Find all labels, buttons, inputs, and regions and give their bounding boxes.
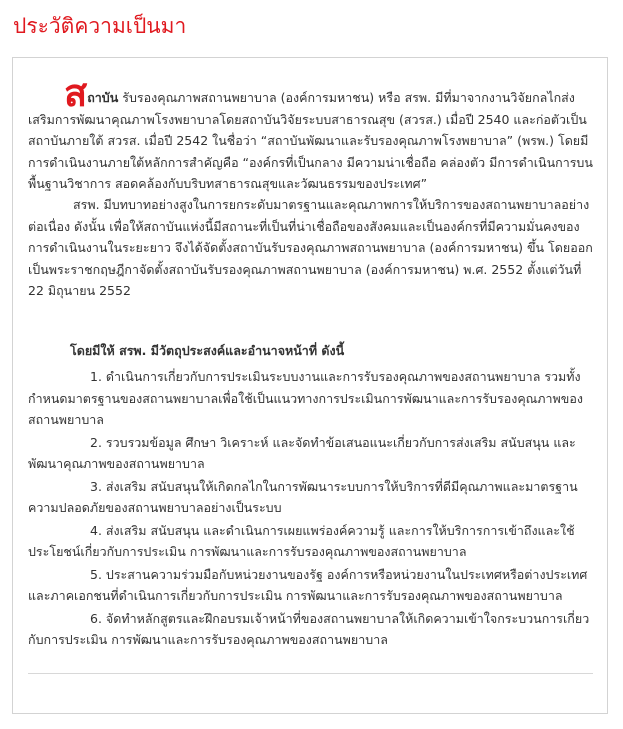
intro-lead: ถาบัน bbox=[87, 90, 119, 105]
objective-item: 5. ประสานความร่วมมือกับหน่วยงานของรัฐ องค์การหรือหน่วยงานในประเทศหรือต่างประเทศ และภาคเอกชนที่ดำเนินการเกี่ยวกับการประเมิน การพัฒนาและการรับรองคุณภาพของสถานพยาบาล bbox=[28, 566, 588, 603]
objectives-heading: โดยมีให้ สรพ. มีวัตถุประสงค์และอำนาจหน้าที่ ดังนี้ bbox=[70, 343, 345, 358]
objectives-list bbox=[28, 366, 593, 652]
objective-item: 1. ดำเนินการเกี่ยวกับการประเมินระบบงานและการรับรองคุณภาพของสถานพยาบาล รวมทั้งกำหนดมาตรฐานของสถานพยาบาลเพื่อใช้เป็นแนวทางการประเมินการพัฒนาและการรับรองคุณภาพของสถานพยาบาล bbox=[28, 369, 583, 427]
drop-cap: ส bbox=[64, 71, 88, 115]
objective-item: 4. ส่งเสริม สนับสนุน และดำเนินการเผยแพร่องค์ความรู้ และการให้บริการการเข้าถึงและใช้ประโยชน์เกี่ยวกับการประเมิน การพัฒนาและการรับรองคุณภาพของสถานพยาบาล bbox=[28, 522, 575, 559]
intro-text: รับรองคุณภาพสถานพยาบาล (องค์การมหาชน) หรือ สรพ. มีที่มาจากงานวิจัยกลไกส่งเสริมการพัฒนาคุณภาพโรงพยาบาลโดยสถาบันวิจัยระบบสาธารณสุข (สวรส.) เมื่อปี 2540 และก่อตัวเป็นสถาบันภายใต้ สวรส. เมื่อปี 2542 ในชื่อว่า “สถาบันพัฒนาและรับรองคุณภาพโรงพยาบาล” (พรพ.) โดยมีการดำเนินงานภายใต้หลักการสำคัญคือ “องค์กรที่เป็นกลาง มีความน่าเชื่อถือ คล่องตัว มีการดำเนินการบนพื้นฐานวิชาการ สอดคล้องกับบริบทสาธารณสุขและวัฒนธรรมของประเทศ” bbox=[28, 90, 593, 191]
intro-paragraph bbox=[28, 71, 593, 195]
history-content-box bbox=[12, 57, 608, 714]
objective-item: 2. รวบรวมข้อมูล ศึกษา วิเคราะห์ และจัดทำข้อเสนอแนะเกี่ยวกับการส่งเสริม สนับสนุน และพัฒนาคุณภาพของสถานพยาบาล bbox=[28, 434, 576, 471]
establishment-paragraph: สรพ. มีบทบาทอย่างสูงในการยกระดับมาตรฐานและคุณภาพการให้บริการของสถานพยาบาลอย่างต่อเนื่อง ดังนั้น เพื่อให้สถาบันแห่งนี้มีสถานะที่เป็นที่น่าเชื่อถือของสังคมและเป็นองค์กรที่มีความมั่นคงของการดำเนินงานในระยะยาว จึงได้จัดตั้งสถาบันรับรองคุณภาพสถานพยาบาล (องค์การมหาชน) ขึ้น โดยออกเป็นพระราชกฤษฎีกาจัดตั้งสถาบันรับรองคุณภาพสถานพยาบาล (องค์การมหาชน) พ.ศ. 2552 ตั้งแต่วันที่ 22 มิถุนายน 2552 bbox=[28, 197, 593, 298]
objective-item: 6. จัดทำหลักสูตรและฝึกอบรมเจ้าหน้าที่ของสถานพยาบาลให้เกิดความเข้าใจกระบวนการเกี่ยวกับการประเมิน การพัฒนาและการรับรองคุณภาพของสถานพยาบาล bbox=[28, 610, 590, 647]
content-divider bbox=[28, 673, 593, 674]
page-title: ประวัติความเป็นมา bbox=[13, 14, 187, 38]
objective-item: 3. ส่งเสริม สนับสนุนให้เกิดกลไกในการพัฒนาระบบการให้บริการที่ดีมีคุณภาพและมาตรฐานความปลอดภัยของสถานพยาบาลอย่างเป็นระบบ bbox=[28, 478, 578, 515]
